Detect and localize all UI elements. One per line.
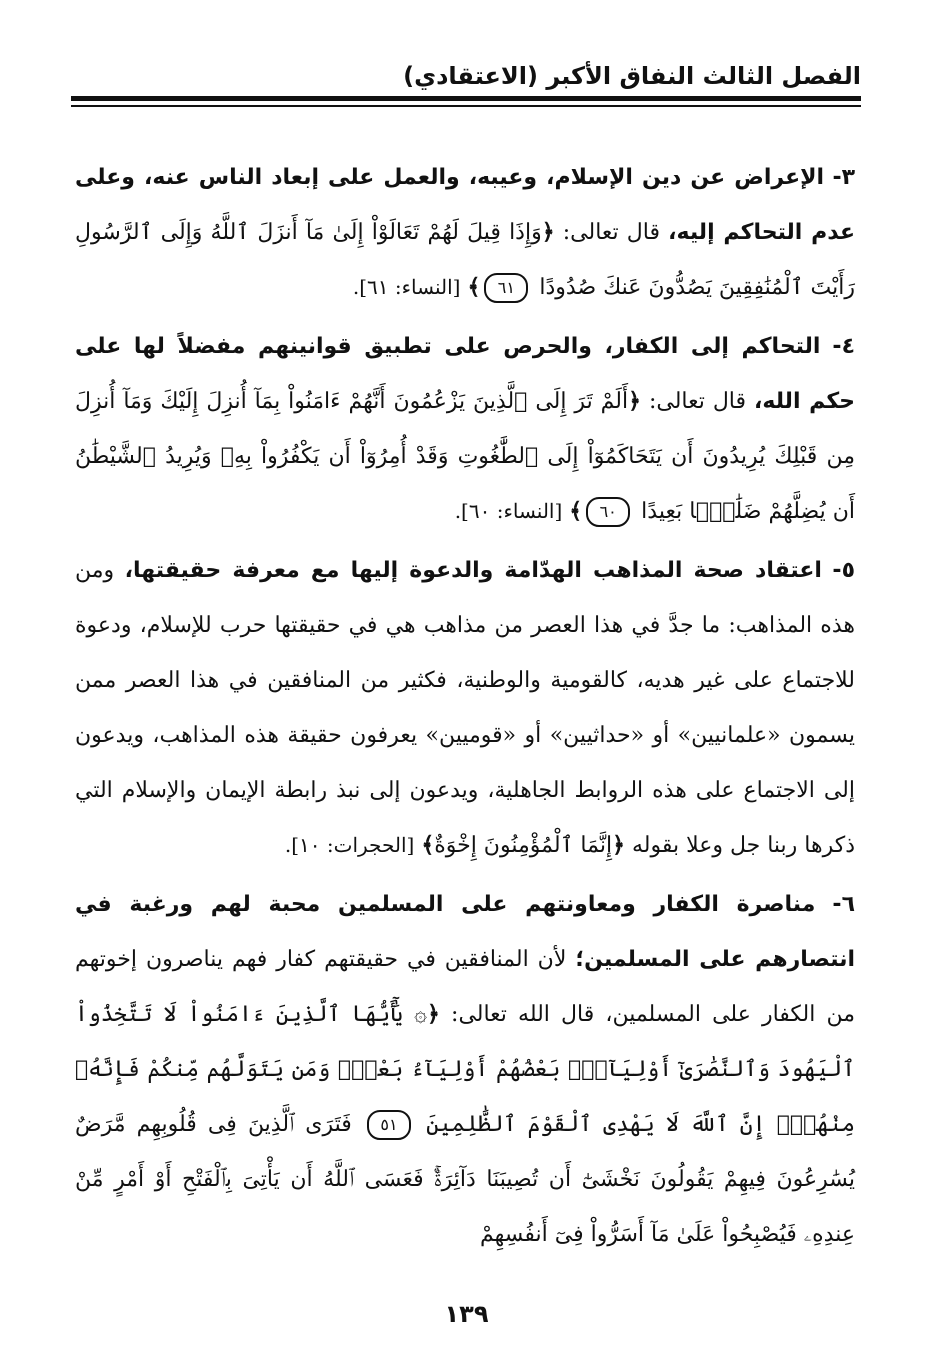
paragraph-lead: اعتقاد صحة المذاهب الهدّامة والدعوة إليها مع معرفة حقيقتها، [124, 558, 822, 583]
paragraph-3 [75, 150, 855, 315]
paragraph-number: ٥- [832, 558, 855, 583]
quran-verse: أَلَمْ تَرَ إِلَى ٱلَّذِينَ يَزْعُمُونَ أَنَّهُمْ ءَامَنُواْ بِمَآ أُنزِلَ إِلَيْكَ وَمَآ أُنزِلَ مِن قَبْلِكَ يُرِيدُونَ أَن يَتَحَاكَمُوٓاْ إِلَى ٱلطَّٰغُوتِ وَقَدْ أُمِرُوٓاْ أَن يَكْفُرُواْ بِهِۦ وَيُرِيدُ ٱلشَّيْطَٰنُ أَن يُضِلَّهُمْ ضَلَٰلًۢا بَعِيدًا [75, 389, 855, 524]
paragraph-number: ٤- [832, 334, 855, 359]
quran-verse: إِنَّمَا ٱلْمُؤْمِنُونَ إِخْوَةٌ [434, 833, 613, 858]
quran-verse: ۞ يَٰٓأَيُّهَا ٱلَّذِينَ ءَامَنُواْ لَا تَتَّخِذُواْ ٱلْيَهُودَ وَٱلنَّصَٰرَىٰٓ أَوْلِيَآءَۘ بَعْضُهُمْ أَوْلِيَآءُ بَعْضٍۚ وَمَن يَتَوَلَّهُم مِّنكُمْ فَإِنَّهُۥ مِنْهُمْۗ إِنَّ ٱللَّهَ لَا يَهْدِى ٱلْقَوْمَ ٱلظَّٰلِمِينَ [75, 1002, 855, 1137]
chapter-title: الفصل الثالث النفاق الأكبر (الاعتقادي) [403, 62, 861, 90]
verse-intro: قال تعالى: [648, 389, 747, 414]
verse-close-bracket: ﴾ [569, 498, 583, 524]
page-number: ١٣٩ [444, 1300, 489, 1328]
verse-close-bracket: ﴾ [421, 832, 435, 858]
verse-reference: [النساء: ٦٠]. [454, 499, 563, 523]
verse-open-bracket: ﴿ [541, 219, 555, 245]
ayah-number-marker: ٦٠ [586, 497, 630, 527]
verse-open-bracket: ﴿ [628, 388, 641, 414]
page-body [75, 150, 855, 1262]
quran-verse-continued: فَتَرَى ٱلَّذِينَ فِى قُلُوبِهِم مَّرَضٌ يُسَٰرِعُونَ فِيهِمْ يَقُولُونَ نَخْشَىٰٓ أَن تُصِيبَنَا دَآئِرَةٌۚ فَعَسَى ٱللَّهُ أَن يَأْتِىَ بِٱلْفَتْحِ أَوْ أَمْرٍ مِّنْ عِندِهِۦ فَيُصْبِحُواْ عَلَىٰ مَآ أَسَرُّواْ فِىٓ أَنفُسِهِمْ [75, 1112, 855, 1247]
paragraph-text: لأن المنافقين في حقيقتهم كفار فهم يناصرون إخوتهم من الكفار على المسلمين، قال الله تعالى: [75, 947, 856, 1027]
header-rule-thin [71, 105, 861, 107]
ayah-number-marker: ٥١ [367, 1110, 411, 1140]
paragraph-6 [75, 877, 855, 1262]
paragraph-number: ٣- [832, 165, 856, 190]
paragraph-lead: مناصرة الكفار ومعاونتهم على المسلمين محبة لهم ورغبة في انتصارهم على المسلمين؛ [75, 892, 855, 972]
verse-close-bracket: ﴾ [467, 274, 481, 300]
verse-intro: قال تعالى: [562, 220, 660, 245]
paragraph-lead: الإعراض عن دين الإسلام، وعيبه، والعمل على إبعاد الناس عنه، وعلى عدم التحاكم إليه، [75, 165, 856, 245]
quran-verse: وَإِذَا قِيلَ لَهُمْ تَعَالَوْاْ إِلَىٰ مَآ أَنزَلَ ٱللَّهُ وَإِلَى ٱلرَّسُولِ رَأَيْتَ ٱلْمُنَٰفِقِينَ يَصُدُّونَ عَنكَ صُدُودًا [75, 220, 855, 300]
verse-reference: [الحجرات: ١٠]. [284, 833, 415, 857]
ayah-number-marker: ٦١ [484, 273, 528, 303]
verse-open-bracket: ﴿ [612, 832, 625, 858]
paragraph-4 [75, 319, 855, 539]
paragraph-text: ومن هذه المذاهب: ما جدَّ في هذا العصر من مذاهب هي في حقيقتها حرب للإسلام، ودعوة للاجتماع على غير هديه، كالقومية والوطنية، فكثير من المنافقين في هذا العصر ممن يسمون «علمانيين» أو «حداثيين» أو «قوميين» يعرفون حقيقة هذه المذاهب، ويدعون إلى الاجتماع على هذه الروابط الجاهلية، ويدعون إلى نبذ رابطة الإيمان والإسلام التي ذكرها ربنا جل وعلا بقوله [75, 558, 855, 858]
page-header [71, 58, 861, 118]
verse-reference: [النساء: ٦١]. [352, 275, 461, 299]
paragraph-5 [75, 543, 855, 873]
paragraph-number: ٦- [832, 892, 855, 917]
header-rule-thick [71, 96, 861, 101]
verse-open-bracket: ﴿ [427, 1001, 440, 1027]
paragraph-lead: التحاكم إلى الكفار، والحرص على تطبيق قوانينهم مفضلاً لها على حكم الله، [75, 334, 856, 414]
